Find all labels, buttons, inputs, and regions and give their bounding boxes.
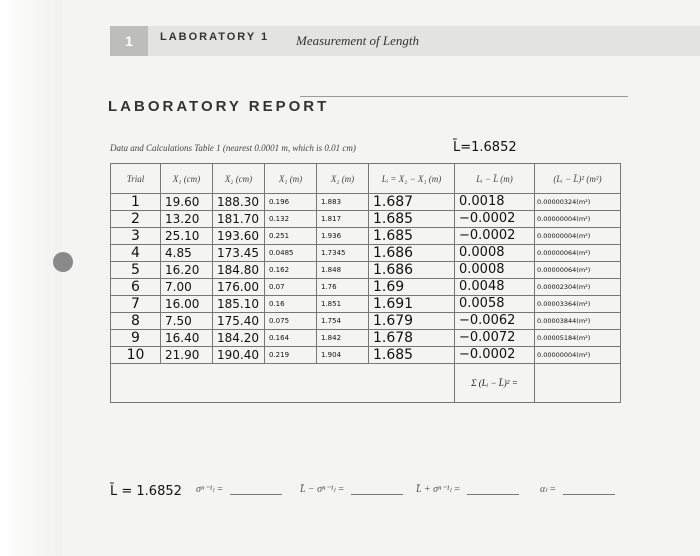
cell-x1-cm: 13.20 [161, 211, 213, 228]
footer-mean: L̄ = 1.6852 [110, 484, 182, 499]
cell-x2-cm: 175.40 [213, 313, 265, 330]
cell-deviation: −0.0002 [455, 211, 535, 228]
cell-x1-m: 0.16 [265, 296, 317, 313]
cell-length: 1.691 [369, 296, 455, 313]
table-row [111, 330, 621, 347]
chapter-number: 1 [110, 26, 148, 56]
header-trial: Trial [111, 164, 161, 194]
table-header-row [111, 164, 621, 194]
cell-x2-cm: 173.45 [213, 245, 265, 262]
cell-squared-deviation: 0.00000004(m²) [535, 347, 621, 364]
cell-x2-cm: 188.30 [213, 194, 265, 211]
table-caption: Data and Calculations Table 1 (nearest 0.0001 m, which is 0.01 cm) [110, 143, 356, 153]
plus-blank[interactable] [467, 494, 519, 495]
cell-squared-deviation: 0.00002304(m²) [535, 279, 621, 296]
lab-title: LABORATORY 1 [160, 31, 270, 43]
cell-trial: 10 [111, 347, 161, 364]
cell-x2-m: 1.883 [317, 194, 369, 211]
sum-value [535, 364, 621, 403]
cell-deviation: 0.0008 [455, 245, 535, 262]
cell-length: 1.678 [369, 330, 455, 347]
cell-x2-m: 1.848 [317, 262, 369, 279]
table-row [111, 211, 621, 228]
cell-x2-cm: 184.20 [213, 330, 265, 347]
cell-x2-m: 1.851 [317, 296, 369, 313]
cell-x1-cm: 16.40 [161, 330, 213, 347]
cell-deviation: 0.0058 [455, 296, 535, 313]
cell-trial: 4 [111, 245, 161, 262]
sigma-blank[interactable] [230, 494, 282, 495]
table-row [111, 194, 621, 211]
footer-plus: L̄ + σⁿ⁻¹ₗ = [416, 484, 461, 495]
cell-trial: 3 [111, 228, 161, 245]
footer-sigma: σⁿ⁻¹ₗ = [196, 484, 224, 495]
cell-x2-cm: 185.10 [213, 296, 265, 313]
cell-squared-deviation: 0.00000004(m²) [535, 228, 621, 245]
cell-x1-m: 0.075 [265, 313, 317, 330]
binder-hole [53, 252, 73, 272]
cell-x1-cm: 21.90 [161, 347, 213, 364]
cell-deviation: 0.0008 [455, 262, 535, 279]
cell-x1-cm: 16.00 [161, 296, 213, 313]
cell-x2-cm: 181.70 [213, 211, 265, 228]
cell-trial: 5 [111, 262, 161, 279]
cell-squared-deviation: 0.00003844(m²) [535, 313, 621, 330]
cell-trial: 8 [111, 313, 161, 330]
cell-squared-deviation: 0.00000064(m²) [535, 245, 621, 262]
cell-trial: 6 [111, 279, 161, 296]
table-row [111, 313, 621, 330]
minus-blank[interactable] [351, 494, 403, 495]
cell-x2-m: 1.904 [317, 347, 369, 364]
footer-alpha: αₗ = [540, 484, 557, 495]
cell-x2-m: 1.936 [317, 228, 369, 245]
lab-subtitle: Measurement of Length [296, 33, 419, 48]
cell-x2-m: 1.7345 [317, 245, 369, 262]
cell-trial: 7 [111, 296, 161, 313]
cell-deviation: −0.0062 [455, 313, 535, 330]
table-row [111, 262, 621, 279]
cell-length: 1.685 [369, 228, 455, 245]
table-row [111, 296, 621, 313]
table-row [111, 245, 621, 262]
report-title: LABORATORY REPORT [108, 98, 330, 115]
cell-x1-cm: 4.85 [161, 245, 213, 262]
cell-x1-m: 0.219 [265, 347, 317, 364]
header-length: Lᵢ = X₂ − X₁ (m) [369, 164, 455, 194]
cell-x2-cm: 190.40 [213, 347, 265, 364]
cell-x1-m: 0.196 [265, 194, 317, 211]
cell-length: 1.685 [369, 211, 455, 228]
cell-length: 1.686 [369, 262, 455, 279]
sum-label: Σ (Lᵢ − L̄)² = [455, 364, 535, 403]
cell-x1-cm: 16.20 [161, 262, 213, 279]
cell-squared-deviation: 0.00000064(m²) [535, 262, 621, 279]
data-table [110, 163, 621, 403]
cell-x1-m: 0.162 [265, 262, 317, 279]
cell-x2-m: 1.817 [317, 211, 369, 228]
cell-length: 1.69 [369, 279, 455, 296]
cell-x1-cm: 7.50 [161, 313, 213, 330]
cell-x2-cm: 193.60 [213, 228, 265, 245]
cell-trial: 9 [111, 330, 161, 347]
cell-x1-m: 0.164 [265, 330, 317, 347]
cell-x1-m: 0.0485 [265, 245, 317, 262]
cell-deviation: 0.0048 [455, 279, 535, 296]
cell-x2-m: 1.842 [317, 330, 369, 347]
cell-squared-deviation: 0.00005184(m²) [535, 330, 621, 347]
cell-x1-cm: 25.10 [161, 228, 213, 245]
table-row [111, 347, 621, 364]
cell-x2-m: 1.754 [317, 313, 369, 330]
page-edge [0, 0, 62, 556]
cell-squared-deviation: 0.00000324(m²) [535, 194, 621, 211]
table-row [111, 228, 621, 245]
cell-length: 1.687 [369, 194, 455, 211]
cell-squared-deviation: 0.00000004(m²) [535, 211, 621, 228]
cell-x1-m: 0.07 [265, 279, 317, 296]
cell-deviation: −0.0002 [455, 228, 535, 245]
header-x2-m: X₂ (m) [317, 164, 369, 194]
cell-squared-deviation: 0.00003364(m²) [535, 296, 621, 313]
cell-x1-cm: 7.00 [161, 279, 213, 296]
cell-x2-cm: 184.80 [213, 262, 265, 279]
alpha-blank[interactable] [563, 494, 615, 495]
sum-row [111, 364, 621, 403]
cell-x2-m: 1.76 [317, 279, 369, 296]
cell-deviation: −0.0072 [455, 330, 535, 347]
footer-minus: L̄ − σⁿ⁻¹ₗ = [300, 484, 345, 495]
cell-deviation: −0.0002 [455, 347, 535, 364]
cell-trial: 2 [111, 211, 161, 228]
cell-x1-m: 0.251 [265, 228, 317, 245]
mean-annotation: L̄=1.6852 [453, 140, 517, 155]
cell-x1-cm: 19.60 [161, 194, 213, 211]
cell-x1-m: 0.132 [265, 211, 317, 228]
header-squared-deviation: (Lᵢ − L̄)² (m²) [535, 164, 621, 194]
cell-deviation: 0.0018 [455, 194, 535, 211]
cell-trial: 1 [111, 194, 161, 211]
header-x2-cm: X₂ (cm) [213, 164, 265, 194]
header-deviation: Lᵢ − L̄ (m) [455, 164, 535, 194]
cell-length: 1.686 [369, 245, 455, 262]
cell-length: 1.685 [369, 347, 455, 364]
table-row [111, 279, 621, 296]
cell-length: 1.679 [369, 313, 455, 330]
divider [300, 96, 628, 97]
header-x1-cm: X₁ (cm) [161, 164, 213, 194]
header-x1-m: X₁ (m) [265, 164, 317, 194]
cell-x2-cm: 176.00 [213, 279, 265, 296]
